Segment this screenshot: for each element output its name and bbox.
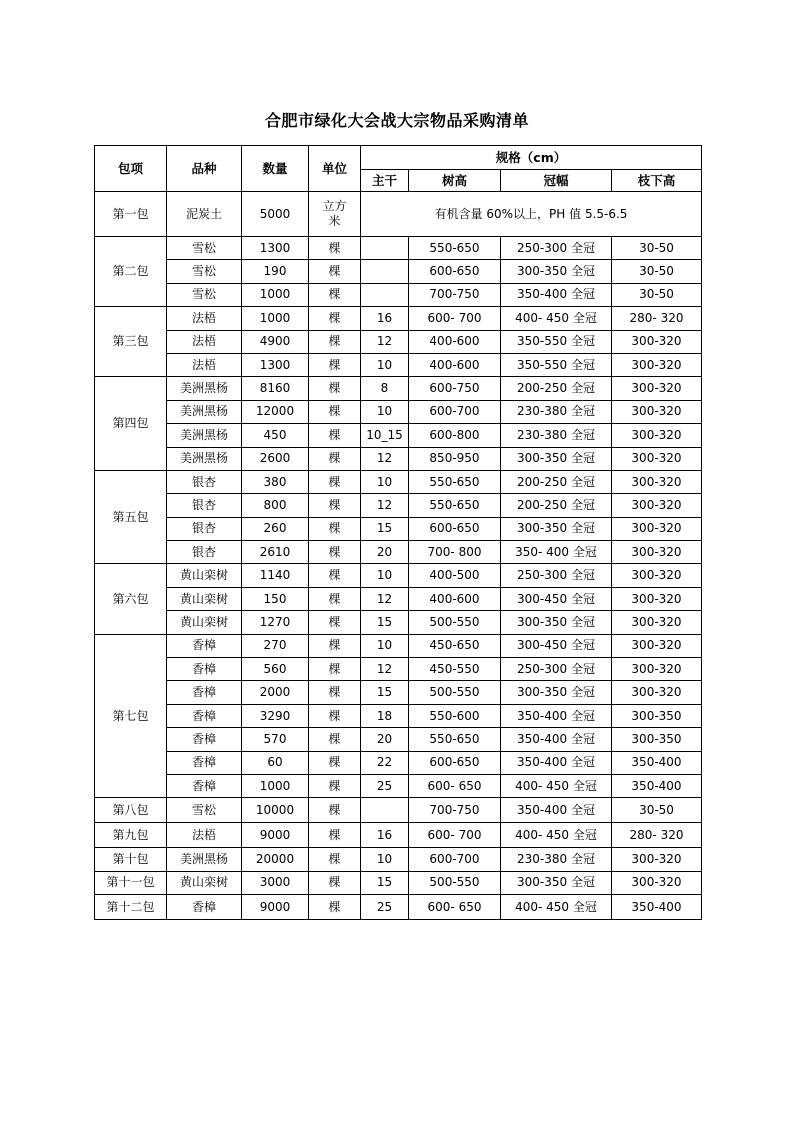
- table-row: [95, 447, 702, 470]
- crown-cell: 350- 400 全冠: [501, 541, 612, 564]
- variety-cell: 美洲黑杨: [167, 377, 242, 400]
- trunk-cell: 10: [361, 564, 409, 587]
- variety-cell: 法梧: [167, 307, 242, 330]
- unit-cell: 棵: [309, 353, 361, 376]
- branch-height-cell: 280- 320: [612, 823, 702, 848]
- header-trunk: 主干: [361, 170, 409, 192]
- variety-cell: 美洲黑杨: [167, 400, 242, 423]
- table-row: [95, 494, 702, 517]
- crown-cell: 200-250 全冠: [501, 377, 612, 400]
- trunk-cell: 15: [361, 611, 409, 634]
- table-row: [95, 192, 702, 237]
- table-row: [95, 704, 702, 727]
- branch-height-cell: 300-320: [612, 871, 702, 894]
- height-cell: 600-750: [409, 377, 501, 400]
- variety-cell: 雪松: [167, 260, 242, 283]
- variety-cell: 黄山栾树: [167, 564, 242, 587]
- branch-height-cell: 30-50: [612, 798, 702, 823]
- package-cell: 第五包: [95, 470, 167, 564]
- height-cell: 400-500: [409, 564, 501, 587]
- height-cell: 600-700: [409, 848, 501, 871]
- unit-cell: 棵: [309, 237, 361, 260]
- quantity-cell: 260: [242, 517, 309, 540]
- crown-cell: 300-350 全冠: [501, 611, 612, 634]
- quantity-cell: 3000: [242, 871, 309, 894]
- height-cell: 450-550: [409, 658, 501, 681]
- table-row: [95, 353, 702, 376]
- height-cell: 550-650: [409, 494, 501, 517]
- trunk-cell: 15: [361, 517, 409, 540]
- table-row: [95, 798, 702, 823]
- branch-height-cell: 300-320: [612, 377, 702, 400]
- unit-cell: 棵: [309, 283, 361, 306]
- height-cell: 850-950: [409, 447, 501, 470]
- trunk-cell: [361, 283, 409, 306]
- branch-height-cell: 300-350: [612, 728, 702, 751]
- variety-cell: 雪松: [167, 798, 242, 823]
- table-row: [95, 424, 702, 447]
- unit-cell: 棵: [309, 895, 361, 920]
- unit-cell: 棵: [309, 728, 361, 751]
- unit-cell: 棵: [309, 751, 361, 774]
- unit-line: 立方: [322, 199, 347, 213]
- package-cell: 第一包: [95, 192, 167, 237]
- quantity-cell: 800: [242, 494, 309, 517]
- height-cell: 700- 800: [409, 541, 501, 564]
- table-row: [95, 541, 702, 564]
- quantity-cell: 1000: [242, 307, 309, 330]
- package-cell: 第十一包: [95, 871, 167, 894]
- crown-cell: 300-350 全冠: [501, 447, 612, 470]
- height-cell: 500-550: [409, 871, 501, 894]
- crown-cell: 350-550 全冠: [501, 330, 612, 353]
- unit-cell: 棵: [309, 517, 361, 540]
- quantity-cell: 1270: [242, 611, 309, 634]
- trunk-cell: 12: [361, 658, 409, 681]
- table-row: [95, 728, 702, 751]
- unit-cell: 棵: [309, 611, 361, 634]
- unit-cell: [309, 192, 361, 237]
- unit-cell: 棵: [309, 307, 361, 330]
- branch-height-cell: 300-320: [612, 541, 702, 564]
- crown-cell: 350-400 全冠: [501, 751, 612, 774]
- crown-cell: 300-350 全冠: [501, 260, 612, 283]
- trunk-cell: 15: [361, 681, 409, 704]
- height-cell: 600- 650: [409, 895, 501, 920]
- quantity-cell: 9000: [242, 823, 309, 848]
- crown-cell: 300-350 全冠: [501, 517, 612, 540]
- variety-cell: 雪松: [167, 283, 242, 306]
- variety-cell: 香樟: [167, 774, 242, 797]
- branch-height-cell: 300-320: [612, 470, 702, 493]
- branch-height-cell: 300-320: [612, 353, 702, 376]
- crown-cell: 250-300 全冠: [501, 658, 612, 681]
- trunk-cell: 22: [361, 751, 409, 774]
- quantity-cell: 2600: [242, 447, 309, 470]
- height-cell: 700-750: [409, 798, 501, 823]
- trunk-cell: 16: [361, 823, 409, 848]
- crown-cell: 200-250 全冠: [501, 470, 612, 493]
- crown-cell: 400- 450 全冠: [501, 774, 612, 797]
- crown-cell: 300-350 全冠: [501, 871, 612, 894]
- branch-height-cell: 300-320: [612, 400, 702, 423]
- height-cell: 600-650: [409, 260, 501, 283]
- variety-cell: 黄山栾树: [167, 611, 242, 634]
- branch-height-cell: 280- 320: [612, 307, 702, 330]
- package-cell: 第十包: [95, 848, 167, 871]
- quantity-cell: 1140: [242, 564, 309, 587]
- table-row: [95, 895, 702, 920]
- header-branch-height: 枝下高: [612, 170, 702, 192]
- header-package: 包项: [95, 146, 167, 192]
- package-cell: 第四包: [95, 377, 167, 471]
- height-cell: 600- 700: [409, 823, 501, 848]
- table-row: [95, 307, 702, 330]
- quantity-cell: 1300: [242, 237, 309, 260]
- height-cell: 500-550: [409, 611, 501, 634]
- quantity-cell: 3290: [242, 704, 309, 727]
- unit-cell: 棵: [309, 658, 361, 681]
- crown-cell: 300-450 全冠: [501, 587, 612, 610]
- table-body: [95, 192, 702, 920]
- branch-height-cell: 300-320: [612, 611, 702, 634]
- table-row: [95, 634, 702, 657]
- header-quantity: 数量: [242, 146, 309, 192]
- table-row: [95, 260, 702, 283]
- unit-cell: 棵: [309, 871, 361, 894]
- branch-height-cell: 300-320: [612, 447, 702, 470]
- variety-cell: 法梧: [167, 823, 242, 848]
- package-cell: 第七包: [95, 634, 167, 798]
- crown-cell: 300-350 全冠: [501, 681, 612, 704]
- trunk-cell: 25: [361, 895, 409, 920]
- trunk-cell: [361, 260, 409, 283]
- trunk-cell: 10: [361, 470, 409, 493]
- crown-cell: 230-380 全冠: [501, 424, 612, 447]
- unit-cell: 棵: [309, 330, 361, 353]
- table-row: [95, 681, 702, 704]
- branch-height-cell: 300-350: [612, 704, 702, 727]
- variety-cell: 泥炭土: [167, 192, 242, 237]
- height-cell: 600- 700: [409, 307, 501, 330]
- branch-height-cell: 300-320: [612, 330, 702, 353]
- variety-cell: 银杏: [167, 517, 242, 540]
- branch-height-cell: 30-50: [612, 283, 702, 306]
- table-row: [95, 517, 702, 540]
- unit-cell: 棵: [309, 823, 361, 848]
- height-cell: 550-650: [409, 237, 501, 260]
- table-row: [95, 751, 702, 774]
- header-height: 树高: [409, 170, 501, 192]
- variety-cell: 雪松: [167, 237, 242, 260]
- height-cell: 400-600: [409, 330, 501, 353]
- height-cell: 400-600: [409, 587, 501, 610]
- trunk-cell: [361, 798, 409, 823]
- unit-cell: 棵: [309, 494, 361, 517]
- branch-height-cell: 350-400: [612, 774, 702, 797]
- package-cell: 第九包: [95, 823, 167, 848]
- variety-cell: 美洲黑杨: [167, 447, 242, 470]
- crown-cell: 350-400 全冠: [501, 798, 612, 823]
- quantity-cell: 150: [242, 587, 309, 610]
- quantity-cell: 190: [242, 260, 309, 283]
- branch-height-cell: 300-320: [612, 848, 702, 871]
- variety-cell: 香樟: [167, 728, 242, 751]
- unit-cell: 棵: [309, 447, 361, 470]
- variety-cell: 香樟: [167, 895, 242, 920]
- quantity-cell: 5000: [242, 192, 309, 237]
- crown-cell: 250-300 全冠: [501, 237, 612, 260]
- unit-cell: 棵: [309, 634, 361, 657]
- table-row: [95, 330, 702, 353]
- unit-cell: 棵: [309, 470, 361, 493]
- unit-cell: 棵: [309, 424, 361, 447]
- trunk-cell: 25: [361, 774, 409, 797]
- table-row: [95, 377, 702, 400]
- quantity-cell: 10000: [242, 798, 309, 823]
- variety-cell: 银杏: [167, 541, 242, 564]
- variety-cell: 美洲黑杨: [167, 424, 242, 447]
- variety-cell: 香樟: [167, 751, 242, 774]
- table-row: [95, 587, 702, 610]
- branch-height-cell: 300-320: [612, 587, 702, 610]
- unit-cell: 棵: [309, 564, 361, 587]
- header-unit: 单位: [309, 146, 361, 192]
- branch-height-cell: 350-400: [612, 751, 702, 774]
- table-row: [95, 658, 702, 681]
- trunk-cell: 20: [361, 541, 409, 564]
- table-row: [95, 774, 702, 797]
- table-row: [95, 871, 702, 894]
- height-cell: 500-550: [409, 681, 501, 704]
- trunk-cell: 12: [361, 447, 409, 470]
- crown-cell: 350-400 全冠: [501, 728, 612, 751]
- trunk-cell: 8: [361, 377, 409, 400]
- height-cell: 600-650: [409, 751, 501, 774]
- height-cell: 600-800: [409, 424, 501, 447]
- branch-height-cell: 30-50: [612, 260, 702, 283]
- variety-cell: 法梧: [167, 330, 242, 353]
- branch-height-cell: 30-50: [612, 237, 702, 260]
- variety-cell: 美洲黑杨: [167, 848, 242, 871]
- quantity-cell: 560: [242, 658, 309, 681]
- unit-cell: 棵: [309, 400, 361, 423]
- height-cell: 400-600: [409, 353, 501, 376]
- trunk-cell: 12: [361, 587, 409, 610]
- quantity-cell: 380: [242, 470, 309, 493]
- package-cell: 第十二包: [95, 895, 167, 920]
- trunk-cell: 10_15: [361, 424, 409, 447]
- trunk-cell: 10: [361, 634, 409, 657]
- crown-cell: 400- 450 全冠: [501, 307, 612, 330]
- branch-height-cell: 300-320: [612, 517, 702, 540]
- trunk-cell: 12: [361, 494, 409, 517]
- quantity-cell: 2000: [242, 681, 309, 704]
- unit-line: 米: [328, 214, 341, 228]
- crown-cell: 400- 450 全冠: [501, 823, 612, 848]
- height-cell: 550-650: [409, 470, 501, 493]
- height-cell: 700-750: [409, 283, 501, 306]
- quantity-cell: 8160: [242, 377, 309, 400]
- variety-cell: 银杏: [167, 470, 242, 493]
- variety-cell: 法梧: [167, 353, 242, 376]
- header-crown: 冠幅: [501, 170, 612, 192]
- header-spec: 规格（cm）: [361, 146, 702, 170]
- package-cell: 第二包: [95, 237, 167, 307]
- variety-cell: 香樟: [167, 704, 242, 727]
- table-row: [95, 470, 702, 493]
- unit-cell: 棵: [309, 377, 361, 400]
- quantity-cell: 1000: [242, 774, 309, 797]
- branch-height-cell: 300-320: [612, 634, 702, 657]
- height-cell: 550-650: [409, 728, 501, 751]
- table-row: [95, 564, 702, 587]
- trunk-cell: [361, 237, 409, 260]
- quantity-cell: 270: [242, 634, 309, 657]
- trunk-cell: 10: [361, 400, 409, 423]
- variety-cell: 银杏: [167, 494, 242, 517]
- branch-height-cell: 300-320: [612, 564, 702, 587]
- unit-cell: 棵: [309, 681, 361, 704]
- quantity-cell: 9000: [242, 895, 309, 920]
- table-row: [95, 823, 702, 848]
- trunk-cell: 15: [361, 871, 409, 894]
- spec-note: 有机含量 60%以上，PH 值 5.5-6.5: [361, 192, 702, 237]
- unit-cell: 棵: [309, 704, 361, 727]
- trunk-cell: 18: [361, 704, 409, 727]
- trunk-cell: 10: [361, 848, 409, 871]
- package-cell: 第八包: [95, 798, 167, 823]
- variety-cell: 香樟: [167, 681, 242, 704]
- height-cell: 600- 650: [409, 774, 501, 797]
- header-variety: 品种: [167, 146, 242, 192]
- table-row: [95, 848, 702, 871]
- crown-cell: 200-250 全冠: [501, 494, 612, 517]
- table-row: [95, 400, 702, 423]
- variety-cell: 黄山栾树: [167, 871, 242, 894]
- unit-cell: 棵: [309, 848, 361, 871]
- crown-cell: 230-380 全冠: [501, 400, 612, 423]
- height-cell: 450-650: [409, 634, 501, 657]
- quantity-cell: 1300: [242, 353, 309, 376]
- table-row: [95, 237, 702, 260]
- package-cell: 第三包: [95, 307, 167, 377]
- quantity-cell: 2610: [242, 541, 309, 564]
- crown-cell: 300-450 全冠: [501, 634, 612, 657]
- table-row: [95, 611, 702, 634]
- branch-height-cell: 350-400: [612, 895, 702, 920]
- crown-cell: 350-400 全冠: [501, 704, 612, 727]
- unit-cell: 棵: [309, 798, 361, 823]
- quantity-cell: 12000: [242, 400, 309, 423]
- quantity-cell: 450: [242, 424, 309, 447]
- trunk-cell: 12: [361, 330, 409, 353]
- procurement-table: [94, 145, 702, 920]
- height-cell: 600-700: [409, 400, 501, 423]
- quantity-cell: 20000: [242, 848, 309, 871]
- quantity-cell: 1000: [242, 283, 309, 306]
- variety-cell: 香樟: [167, 658, 242, 681]
- quantity-cell: 570: [242, 728, 309, 751]
- crown-cell: 350-550 全冠: [501, 353, 612, 376]
- unit-cell: 棵: [309, 774, 361, 797]
- height-cell: 600-650: [409, 517, 501, 540]
- crown-cell: 250-300 全冠: [501, 564, 612, 587]
- trunk-cell: 20: [361, 728, 409, 751]
- variety-cell: 黄山栾树: [167, 587, 242, 610]
- branch-height-cell: 300-320: [612, 494, 702, 517]
- crown-cell: 350-400 全冠: [501, 283, 612, 306]
- unit-cell: 棵: [309, 587, 361, 610]
- quantity-cell: 4900: [242, 330, 309, 353]
- unit-cell: 棵: [309, 260, 361, 283]
- quantity-cell: 60: [242, 751, 309, 774]
- branch-height-cell: 300-320: [612, 424, 702, 447]
- crown-cell: 400- 450 全冠: [501, 895, 612, 920]
- package-cell: 第六包: [95, 564, 167, 634]
- height-cell: 550-600: [409, 704, 501, 727]
- table-row: [95, 283, 702, 306]
- page-title: 合肥市绿化大会战大宗物品采购清单: [264, 111, 529, 130]
- trunk-cell: 10: [361, 353, 409, 376]
- branch-height-cell: 300-320: [612, 681, 702, 704]
- unit-cell: 棵: [309, 541, 361, 564]
- trunk-cell: 16: [361, 307, 409, 330]
- variety-cell: 香樟: [167, 634, 242, 657]
- crown-cell: 230-380 全冠: [501, 848, 612, 871]
- branch-height-cell: 300-320: [612, 658, 702, 681]
